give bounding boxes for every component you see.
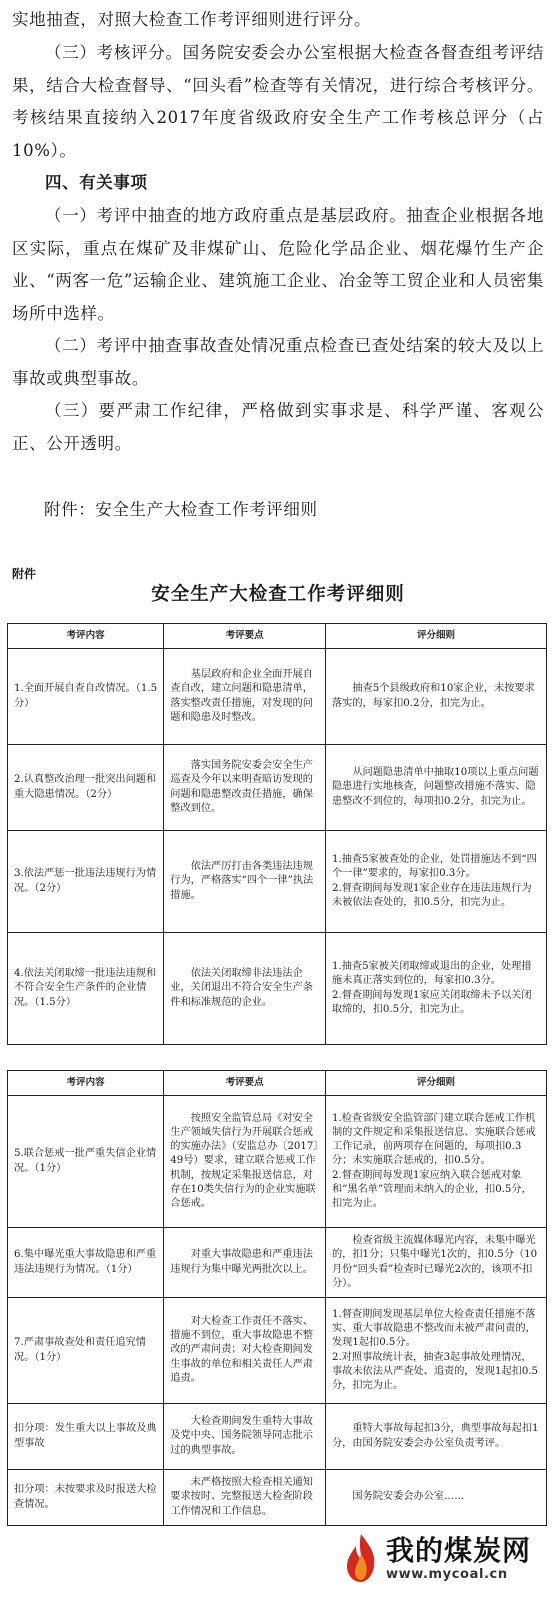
scoring-text: 检查省级主流媒体曝光内容，未集中曝光的，扣1分；只集中曝光1次的，扣0.5分（10月份“回头看”检查时已曝光2次的，该项不扣分）。: [331, 1235, 538, 1289]
section-heading: 四、有关事项: [45, 173, 148, 192]
header-scoring: 评分细则: [325, 1071, 546, 1096]
document-title: 安全生产大检查工作考评细则: [151, 584, 405, 605]
row-content: 6.集中曝光重大事故隐患和严重违法违规行为情况。（1分）: [8, 1228, 164, 1298]
row-points: [164, 1096, 326, 1228]
attachment-line: 附件：安全生产大检查工作考评细则: [44, 500, 318, 519]
row-points: [164, 831, 326, 933]
paragraph-5: （三）要严肃工作纪律，严格做到实事求是、科学严谨、客观公正、公开透明。: [12, 401, 544, 453]
points-text: 基层政府和企业全面开展自查自改，建立问题和隐患清单，落实整改责任措施，对发现的问题和隐患及时整改。: [170, 669, 313, 723]
scoring-text: 国务院安委会办公室……: [352, 1491, 465, 1503]
row-points: [164, 933, 326, 1045]
row-content: 3.依法严惩一批违法违规行为情况。（2分）: [8, 831, 164, 933]
table-header-row: [8, 624, 547, 649]
paragraph-2: （三）考核评分。国务院安委会办公室根据大检查各督查组考评结果，结合大检查督导、“回头看”检查等有关情况，进行综合考核评分。考核结果直接纳入2017年度省级政府安全生产工作考核总评分（占10%）。: [12, 43, 544, 160]
points-text: 依法关闭取缔非法违法企业，关闭退出不符合安全生产条件和标准规范的企业。: [170, 968, 313, 1008]
table-row: [8, 1470, 547, 1526]
annex-label: 附件: [12, 567, 37, 581]
table-row: [8, 649, 547, 745]
header-points: 考评要点: [164, 1071, 326, 1096]
scoring-text: 抽查5个县级政府和10家企业，未按要求落实的，每家扣0.2分，扣完为止。: [331, 683, 535, 709]
scoring-text: 从问题隐患清单中抽取10项以上重点问题隐患进行实地核查，问题整改措施不落实、隐患整改不到位的，每项扣0.2分，扣完为止。: [331, 767, 539, 807]
table-row: [8, 1096, 547, 1228]
row-scoring: [325, 649, 546, 745]
table-row: [8, 933, 547, 1045]
points-text: 依法严厉打击各类违法违规行为，严格落实“四个一律”执法措施。: [170, 861, 314, 901]
evaluation-table-1: [7, 623, 547, 1045]
table-row: [8, 1298, 547, 1404]
row-content: 4.依法关闭取缔一批违法违规和不符合安全生产条件的企业情况。（1.5分）: [8, 933, 164, 1045]
table-row: [8, 745, 547, 831]
row-points: [164, 1470, 326, 1526]
watermark-url: www.mycoal.cn: [386, 1566, 508, 1582]
row-points: [164, 1298, 326, 1404]
points-text: 按照安全监管总局《对安全生产领域失信行为开展联合惩戒的实施办法》（安监总办〔2017〕49号）要求，建立联合惩戒工作机制，按规定采集报送信息，对存在10类失信行为的企业实施联合惩戒。: [170, 1112, 319, 1209]
table-row: [8, 831, 547, 933]
site-watermark: [340, 1525, 550, 1591]
table-row: [8, 1404, 547, 1470]
row-scoring: 1.抽查5家被关闭取缔或退出的企业，处理措施未真正落实到位的，每家扣0.3分。 2.督查期间每发现1家应关闭取缔未予以关闭取缔的，扣0.5分，扣完为止。: [325, 933, 546, 1045]
row-points: [164, 649, 326, 745]
row-scoring: 1.督查期间发现基层单位大检查责任措施不落实、重大事故隐患不整改而未被严肃问责的，发现1起扣0.5分。 2.对照事故统计表，抽查3起事故处理情况，事故未依法从严查处、追责的，发现1起扣0.5分，扣完为止。: [325, 1298, 546, 1404]
header-points: 考评要点: [164, 624, 326, 649]
row-scoring: [325, 745, 546, 831]
row-content: 扣分项：发生重大以上事故及典型事故: [8, 1404, 164, 1470]
row-content: 5.联合惩戒一批严重失信企业情况。（1分）: [8, 1096, 164, 1228]
row-points: [164, 745, 326, 831]
row-scoring: [325, 1470, 546, 1526]
row-content: 7.严肃事故查处和责任追究情况。（1分）: [8, 1298, 164, 1404]
points-text: 未严格按照大检查相关通知要求按时、完整报送大检查阶段工作情况和工作信息。: [170, 1477, 313, 1517]
row-content: 扣分项：未按要求及时报送大检查情况。: [8, 1470, 164, 1526]
header-content: 考评内容: [8, 624, 164, 649]
flame-logo-icon: [340, 1532, 382, 1584]
evaluation-table-2: [7, 1070, 547, 1526]
paragraph-1: 实地抽查，对照大检查工作考评细则进行评分。: [12, 10, 372, 29]
header-scoring: 评分细则: [325, 624, 546, 649]
points-text: 对重大事故隐患和严重违法违规行为集中曝光两批次以上。: [170, 1249, 313, 1275]
points-text: 对大检查工作责任不落实、措施不到位，重大事故隐患不整改的严肃问责；对大检查期间发生事故的单位和相关责任人严肃追责。: [170, 1315, 313, 1384]
paragraph-3: （一）考评中抽查的地方政府重点是基层政府。抽查企业根据各地区实际，重点在煤矿及非煤矿山、危险化学品企业、烟花爆竹生产企业、“两客一危”运输企业、建筑施工企业、冶金等工贸企业和人员密集场所中选样。: [12, 206, 544, 323]
scoring-text: 重特大事故每起扣3分，典型事故每起扣1分，由国务院安委会办公室负责考评。: [331, 1423, 539, 1449]
row-points: [164, 1228, 326, 1298]
table-row: [8, 1228, 547, 1298]
row-scoring: 1.抽查5家被查处的企业，处罚措施达不到“四个一律”要求的，每家扣0.3分。 2.督查期间每发现1家企业存在违法违规行为未被依法查处的，扣0.5分，扣完为止。: [325, 831, 546, 933]
row-points: [164, 1404, 326, 1470]
row-content: 2.认真整改治理一批突出问题和重大隐患情况。（2分）: [8, 745, 164, 831]
header-content: 考评内容: [8, 1071, 164, 1096]
watermark-brand: 我的煤炭网: [386, 1533, 532, 1567]
row-content: 1.全面开展自查自改情况。（1.5分）: [8, 649, 164, 745]
paragraph-4: （二）考评中抽查事故查处情况重点检查已查处结案的较大及以上事故或典型事故。: [12, 336, 544, 388]
table-header-row: [8, 1071, 547, 1096]
row-scoring: [325, 1228, 546, 1298]
points-text: 落实国务院安委会安全生产巡查及今年以来明查暗访发现的问题和隐患整改责任措施，确保整改到位。: [170, 760, 313, 814]
row-scoring: [325, 1404, 546, 1470]
points-text: 大检查期间发生重特大事故及党中央、国务院领导同志批示过的典型事故。: [170, 1416, 313, 1456]
row-scoring: 1.检查省级安全监管部门建立联合惩戒工作机制的文件规定和采集报送信息、实施联合惩戒工作记录，前两项存在问题的，每项扣0.3分；未实施联合惩戒的，扣0.5分。 2.督查期间每发现1家应纳入联合惩戒对象和“黑名单”管理而未纳入的企业，扣0.5分，扣完为止。: [325, 1096, 546, 1228]
